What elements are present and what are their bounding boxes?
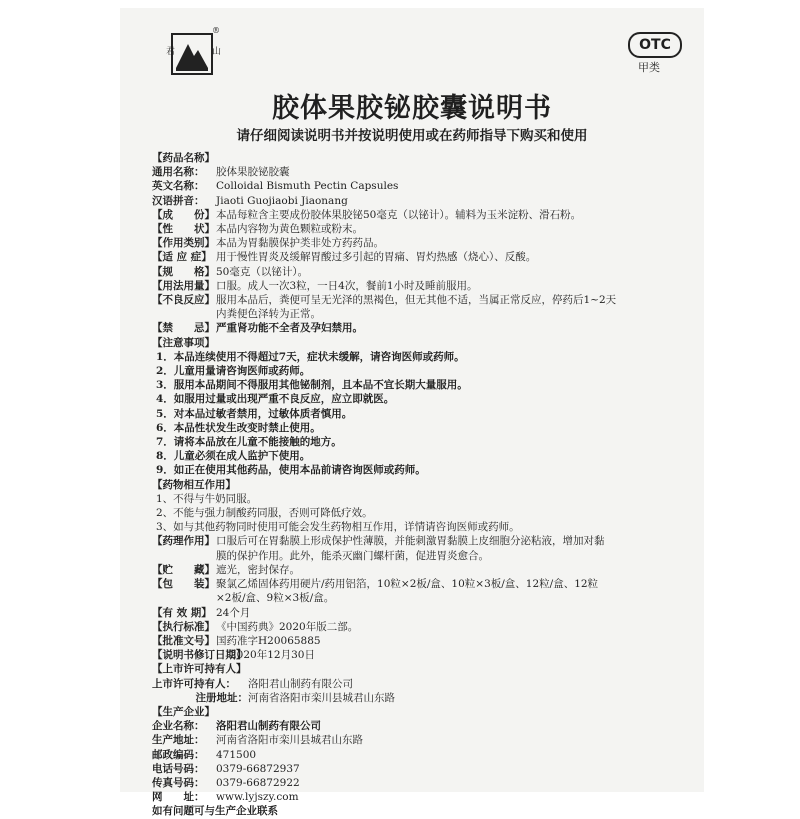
mah-name-row [152, 677, 700, 691]
adverse-value-2: 内粪便色泽转为正常。 [216, 308, 321, 321]
pharmacology-label: 【药理作用】 [152, 535, 215, 548]
registered-mark: ® [212, 26, 220, 35]
revised-label: 【说明书修订日期】 [152, 649, 247, 662]
contraindication-row [152, 321, 700, 335]
standard-row [152, 620, 700, 634]
pinyin-row [152, 194, 700, 208]
manufacturer-name-row [152, 719, 700, 733]
category-row [152, 236, 700, 250]
note-item: 6．本品性状发生改变时禁止使用。 [156, 421, 321, 434]
composition-value: 本品每粒含主要成份胶体果胶铋50毫克（以铋计）。辅料为玉米淀粉、滑石粉。 [216, 208, 582, 221]
mah-header: 【上市许可持有人】 [152, 663, 247, 676]
otc-badge: OTC [628, 32, 682, 58]
storage-value: 遮光，密封保存。 [216, 563, 300, 576]
mah-name-label: 上市许可持有人： [152, 677, 236, 690]
logo-char-right: 山 [212, 47, 222, 57]
website-label: 网 址： [152, 791, 205, 804]
manufacturer-address-value: 河南省洛阳市栾川县城君山东路 [216, 734, 363, 747]
indication-value: 用于慢性胃炎及缓解胃酸过多引起的胃痛、胃灼热感（烧心）、反酸。 [216, 251, 537, 264]
otc-class-label: 甲类 [638, 61, 660, 74]
mah-address-value: 河南省洛阳市栾川县城君山东路 [248, 691, 395, 704]
note-item: 5．对本品过敏者禁用，过敏体质者慎用。 [156, 407, 353, 420]
approval-row [152, 634, 700, 648]
revised-row [152, 648, 700, 662]
phone-label: 电话号码： [152, 762, 205, 775]
spec-value: 50毫克（以铋计）。 [216, 265, 309, 278]
pharmacology-row [152, 534, 700, 548]
generic-name-label: 通用名称： [152, 166, 205, 179]
validity-label: 【有 效 期】 [152, 606, 212, 619]
generic-name-row [152, 165, 700, 179]
storage-row [152, 563, 700, 577]
leaflet-sheet [120, 8, 704, 818]
character-row [152, 222, 700, 236]
note-item: 4．如服用过量或出现严重不良反应，应立即就医。 [156, 393, 395, 406]
package-row [152, 577, 700, 591]
website-row [152, 790, 700, 804]
zip-row [152, 748, 700, 762]
pinyin-label: 汉语拼音： [152, 194, 205, 207]
interaction-item: 2、不能与强力制酸药同服，否则可降低疗效。 [156, 507, 373, 520]
pharmacology-value-2: 膜的保护作用。此外，能杀灭幽门螺杆菌，促进胃炎愈合。 [216, 549, 489, 562]
zip-label: 邮政编码： [152, 748, 205, 761]
drug-name-header: 【药品名称】 [152, 152, 215, 164]
category-label: 【作用类别】 [152, 237, 215, 250]
character-label: 【性 状】 [152, 223, 215, 236]
manufacturer-address-row [152, 733, 700, 747]
adverse-row [152, 293, 700, 307]
contraindication-label: 【禁 忌】 [152, 322, 215, 335]
character-value: 本品内容物为黄色颗粒或粉末。 [216, 223, 363, 236]
manufacturer-name-value: 洛阳君山制药有限公司 [216, 720, 321, 733]
storage-label: 【贮 藏】 [152, 563, 215, 576]
composition-row [152, 208, 700, 222]
category-value: 本品为胃黏膜保护类非处方药药品。 [216, 237, 384, 250]
package-value-2: ×2板/盒、9粒×3板/盒。 [216, 592, 335, 605]
composition-label: 【成 份】 [152, 208, 215, 221]
mah-address-row [152, 691, 700, 705]
zip-value: 471500 [216, 748, 257, 761]
package-label: 【包 装】 [152, 578, 215, 591]
mah-name-value: 洛阳君山制药有限公司 [248, 677, 353, 690]
standard-label: 【执行标准】 [152, 620, 215, 633]
pharmacology-value-1: 口服后可在胃黏膜上形成保护性薄膜，并能刺激胃黏膜上皮细胞分泌粘液，增加对黏 [216, 535, 605, 548]
interaction-item: 3、如与其他药物同时使用可能会发生药物相互作用，详情请咨询医师或药师。 [156, 521, 520, 534]
leaflet-body [152, 151, 700, 819]
note-item: 8．儿童必须在成人监护下使用。 [156, 450, 311, 463]
manufacturer-header: 【生产企业】 [152, 705, 215, 718]
adverse-value-1: 服用本品后，粪便可呈无光泽的黑褐色，但无其他不适，当属正常反应，停药后1~2天 [216, 294, 617, 307]
spec-label: 【规 格】 [152, 265, 215, 278]
mountain-logo-icon [168, 30, 216, 78]
english-name-label: 英文名称： [152, 180, 205, 193]
approval-value: 国药准字H20065885 [216, 634, 321, 647]
document-title: 胶体果胶铋胶囊说明书 [272, 93, 552, 124]
usage-label: 【用法用量】 [152, 279, 215, 292]
fax-label: 传真号码： [152, 776, 205, 789]
usage-row [152, 279, 700, 293]
note-item: 2．儿童用量请咨询医师或药师。 [156, 365, 311, 378]
logo-char-left: 君 [166, 47, 176, 57]
note-item: 9．如正在使用其他药品，使用本品前请咨询医师或药师。 [156, 464, 426, 477]
interaction-item: 1、不得与牛奶同服。 [156, 492, 258, 505]
document-subtitle: 请仔细阅读说明书并按说明使用或在药师指导下购买和使用 [236, 128, 588, 144]
phone-row [152, 762, 700, 776]
spec-row [152, 265, 700, 279]
fax-value: 0379-66872922 [216, 776, 300, 789]
phone-value: 0379-66872937 [216, 762, 300, 775]
contraindication-value: 严重肾功能不全者及孕妇禁用。 [216, 322, 363, 335]
standard-value: 《中国药典》2020年版二部。 [216, 620, 359, 633]
fax-row [152, 776, 700, 790]
english-name-row [152, 179, 700, 193]
adverse-label: 【不良反应】 [152, 294, 215, 307]
manufacturer-address-label: 生产地址： [152, 734, 205, 747]
revised-value: 2020年12月30日 [230, 649, 315, 662]
website-value: www.lyjszy.com [216, 791, 299, 804]
note-item: 3．服用本品期间不得服用其他铋制剂，且本品不宜长期大量服用。 [156, 379, 468, 392]
indication-label: 【适 应 症】 [152, 251, 212, 264]
pinyin-value: Jiaoti Guojiaobi Jiaonang [216, 194, 348, 207]
package-value-1: 聚氯乙烯固体药用硬片/药用铝箔，10粒×2板/盒、10粒×3板/盒、12粒/盒、12粒 [216, 578, 599, 591]
notes-header: 【注意事项】 [152, 336, 215, 349]
manufacturer-name-label: 企业名称： [152, 720, 205, 733]
validity-value: 24个月 [216, 606, 251, 619]
usage-value: 口服。成人一次3粒，一日4次，餐前1小时及睡前服用。 [216, 279, 478, 292]
footer-note: 如有问题可与生产企业联系 [152, 805, 278, 818]
approval-label: 【批准文号】 [152, 634, 215, 647]
note-item: 1．本品连续使用不得超过7天，症状未缓解，请咨询医师或药师。 [156, 350, 465, 363]
validity-row [152, 606, 700, 620]
indication-row [152, 250, 700, 264]
interaction-header: 【药物相互作用】 [152, 478, 236, 491]
english-name-value: Colloidal Bismuth Pectin Capsules [216, 180, 399, 193]
note-item: 7．请将本品放在儿童不能接触的地方。 [156, 436, 342, 449]
mah-address-label: 注册地址： [195, 691, 248, 704]
generic-name-value: 胶体果胶铋胶囊 [216, 166, 290, 179]
